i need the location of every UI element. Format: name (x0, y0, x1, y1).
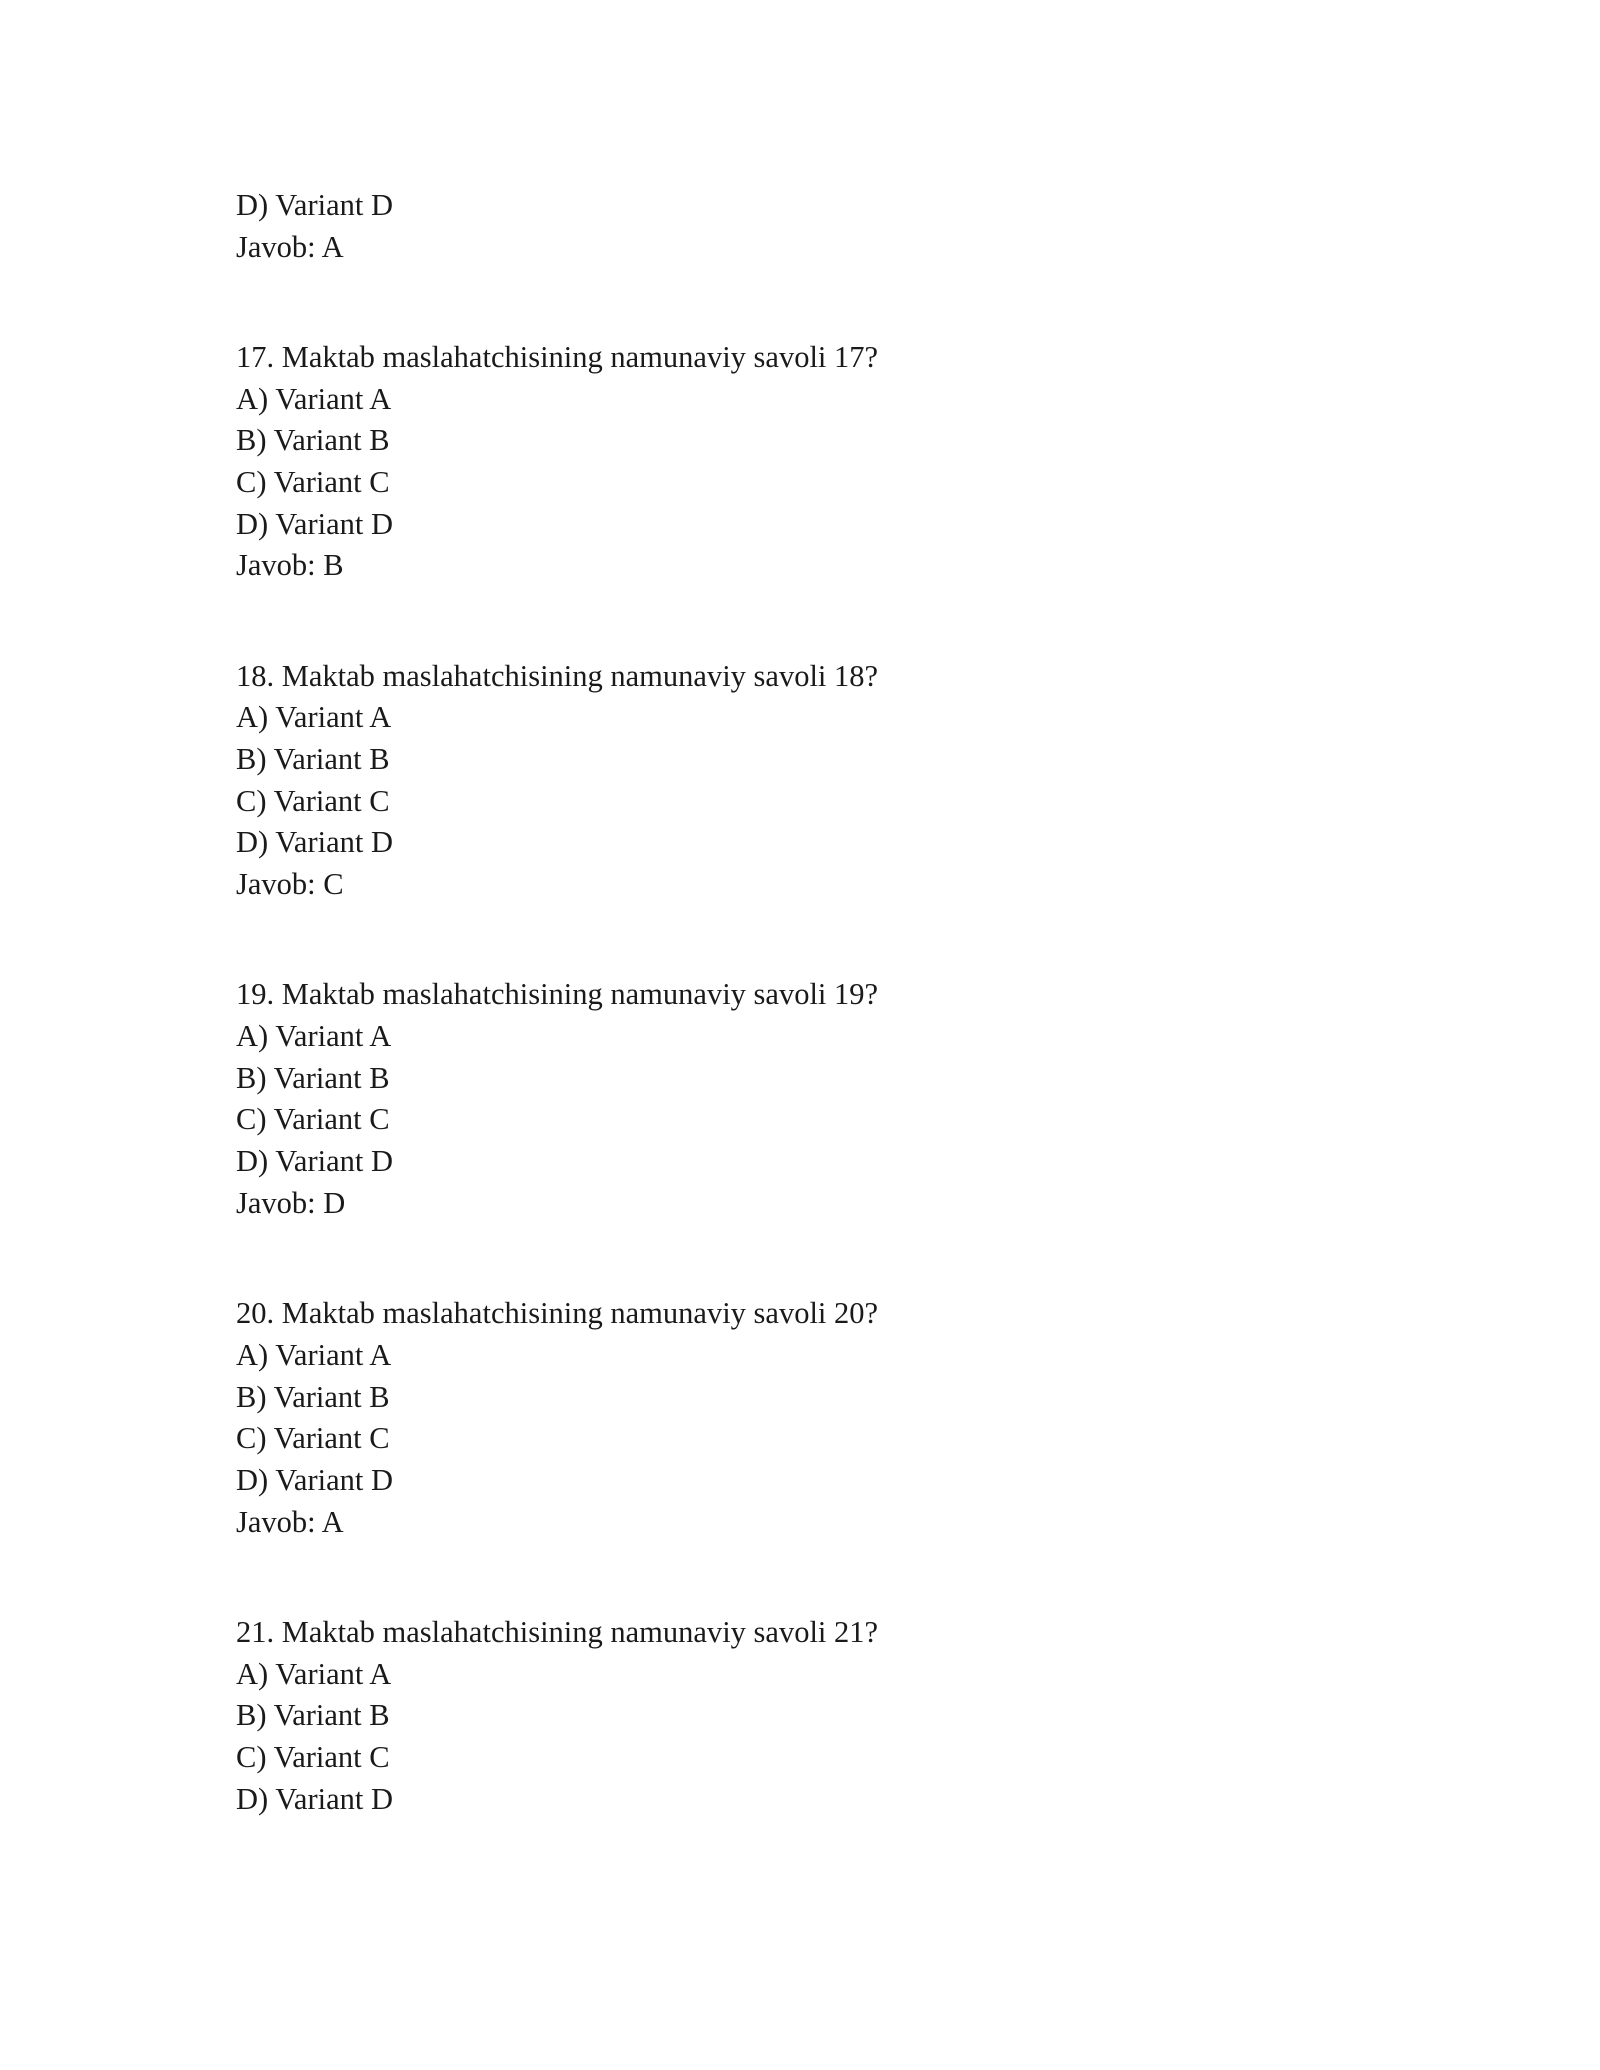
block-spacer (236, 1543, 1436, 1612)
option-b: B) Variant B (236, 1698, 390, 1733)
option-d: D) Variant D (236, 825, 393, 860)
question-text: 21. Maktab maslahatchisining namunaviy savoli 21? (236, 1614, 879, 1649)
option-c: C) Variant C (236, 465, 390, 500)
answer-line: Javob: B (236, 548, 344, 583)
question-18 (236, 656, 1436, 906)
option-b: B) Variant B (236, 742, 390, 777)
option-b: B) Variant B (236, 423, 390, 458)
option-c: C) Variant C (236, 783, 390, 818)
option-a: A) Variant A (236, 381, 392, 416)
question-19 (236, 974, 1436, 1224)
option-a: A) Variant A (236, 1656, 392, 1691)
question-text: 18. Maktab maslahatchisining namunaviy savoli 18? (236, 658, 879, 693)
question-text: 20. Maktab maslahatchisining namunaviy savoli 20? (236, 1296, 879, 1331)
answer-line: Javob: D (236, 1185, 346, 1220)
document-body (236, 185, 1436, 1820)
block-spacer (236, 587, 1436, 656)
answer-line: Javob: A (236, 229, 344, 264)
question-17 (236, 337, 1436, 587)
question-16-continuation (236, 185, 1436, 268)
question-text: 17. Maktab maslahatchisining namunaviy savoli 17? (236, 339, 879, 374)
option-c: C) Variant C (236, 1421, 390, 1456)
option-a: A) Variant A (236, 700, 392, 735)
option-d: D) Variant D (236, 1781, 393, 1816)
option-b: B) Variant B (236, 1379, 390, 1414)
option-d: D) Variant D (236, 506, 393, 541)
block-spacer (236, 906, 1436, 975)
option-d: D) Variant D (236, 1462, 393, 1497)
block-spacer (236, 268, 1436, 337)
option-d: D) Variant D (236, 1144, 393, 1179)
answer-line: Javob: A (236, 1504, 344, 1539)
option-d: D) Variant D (236, 188, 393, 222)
question-text: 19. Maktab maslahatchisining namunaviy savoli 19? (236, 977, 879, 1012)
question-20 (236, 1293, 1436, 1543)
option-b: B) Variant B (236, 1060, 390, 1095)
option-c: C) Variant C (236, 1739, 390, 1774)
option-a: A) Variant A (236, 1337, 392, 1372)
answer-line: Javob: C (236, 867, 344, 902)
option-a: A) Variant A (236, 1019, 392, 1054)
option-c: C) Variant C (236, 1102, 390, 1137)
block-spacer (236, 1225, 1436, 1294)
question-21 (236, 1612, 1436, 1820)
